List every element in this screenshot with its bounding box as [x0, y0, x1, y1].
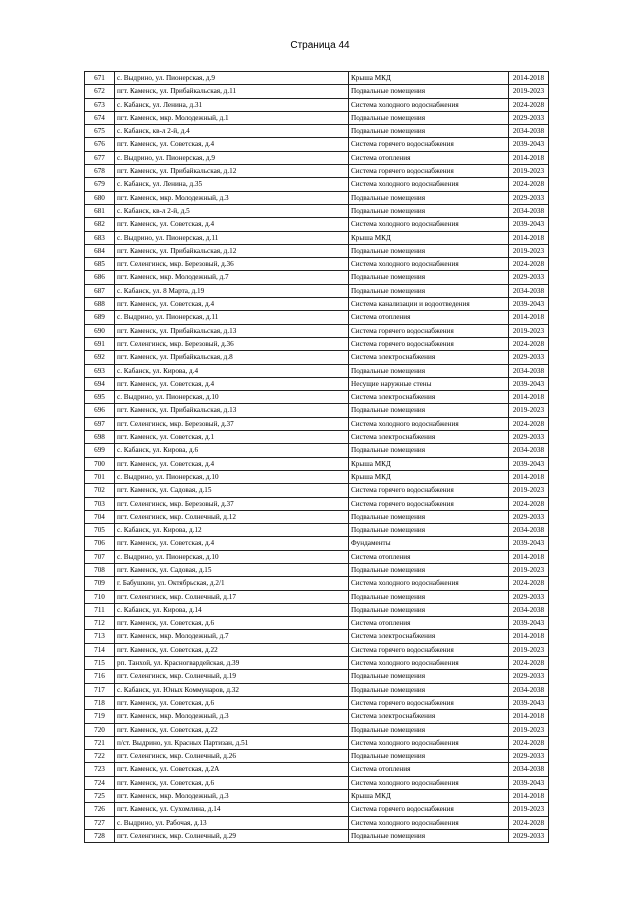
address-cell: пгт. Селенгинск, мкр. Солнечный, д.26	[115, 750, 349, 763]
row-number: 674	[85, 111, 115, 124]
table-row	[85, 510, 549, 523]
row-number: 693	[85, 364, 115, 377]
table-row	[85, 191, 549, 204]
row-number: 718	[85, 696, 115, 709]
address-cell: с. Выдрино, ул. Пионерская, д.11	[115, 231, 349, 244]
address-cell: пгт. Каменск, ул. Советская, д.22	[115, 643, 349, 656]
row-number: 679	[85, 178, 115, 191]
row-number: 727	[85, 816, 115, 829]
period-cell: 2019-2023	[509, 563, 549, 576]
row-number: 719	[85, 710, 115, 723]
period-cell: 2039-2043	[509, 457, 549, 470]
system-cell: Система горячего водоснабжения	[349, 165, 509, 178]
address-cell: пгт. Каменск, ул. Прибайкальская, д.13	[115, 324, 349, 337]
system-cell: Подвальные помещения	[349, 524, 509, 537]
table-row	[85, 603, 549, 616]
row-number: 710	[85, 590, 115, 603]
row-number: 722	[85, 750, 115, 763]
row-number: 696	[85, 404, 115, 417]
row-number: 673	[85, 98, 115, 111]
address-cell: с. Кабанск, ул. 8 Марта, д.19	[115, 284, 349, 297]
period-cell: 2034-2038	[509, 763, 549, 776]
address-cell: пгт. Каменск, ул. Советская, д.6	[115, 696, 349, 709]
system-cell: Система горячего водоснабжения	[349, 138, 509, 151]
row-number: 715	[85, 657, 115, 670]
system-cell: Система отопления	[349, 763, 509, 776]
row-number: 701	[85, 470, 115, 483]
table-row	[85, 776, 549, 789]
row-number: 672	[85, 85, 115, 98]
address-cell: с. Кабанск, кв-л 2-й, д.4	[115, 125, 349, 138]
address-cell: пгт. Селенгинск, мкр. Березовый, д.36	[115, 337, 349, 350]
row-number: 703	[85, 497, 115, 510]
period-cell: 2014-2018	[509, 391, 549, 404]
period-cell: 2014-2018	[509, 550, 549, 563]
system-cell: Подвальные помещения	[349, 670, 509, 683]
period-cell: 2039-2043	[509, 377, 549, 390]
period-cell: 2024-2028	[509, 178, 549, 191]
table-row	[85, 98, 549, 111]
system-cell: Подвальные помещения	[349, 750, 509, 763]
row-number: 721	[85, 736, 115, 749]
system-cell: Система отопления	[349, 311, 509, 324]
table-row	[85, 736, 549, 749]
address-cell: с. Выдрино, ул. Пионерская, д.9	[115, 151, 349, 164]
system-cell: Крыша МКД	[349, 72, 509, 85]
table-row	[85, 111, 549, 124]
row-number: 676	[85, 138, 115, 151]
row-number: 708	[85, 563, 115, 576]
row-number: 704	[85, 510, 115, 523]
row-number: 700	[85, 457, 115, 470]
period-cell: 2024-2028	[509, 258, 549, 271]
table-row	[85, 231, 549, 244]
period-cell: 2034-2038	[509, 444, 549, 457]
row-number: 697	[85, 417, 115, 430]
period-cell: 2019-2023	[509, 643, 549, 656]
period-cell: 2039-2043	[509, 298, 549, 311]
row-number: 707	[85, 550, 115, 563]
table-row	[85, 151, 549, 164]
system-cell: Подвальные помещения	[349, 444, 509, 457]
row-number: 686	[85, 271, 115, 284]
register-table	[84, 71, 549, 843]
table-row	[85, 444, 549, 457]
row-number: 726	[85, 803, 115, 816]
table-row	[85, 710, 549, 723]
address-cell: пгт. Каменск, ул. Прибайкальская, д.13	[115, 404, 349, 417]
period-cell: 2034-2038	[509, 125, 549, 138]
address-cell: пгт. Каменск, ул. Прибайкальская, д.11	[115, 85, 349, 98]
table-row	[85, 324, 549, 337]
row-number: 681	[85, 204, 115, 217]
system-cell: Система холодного водоснабжения	[349, 178, 509, 191]
period-cell: 2024-2028	[509, 577, 549, 590]
table-row	[85, 803, 549, 816]
address-cell: пгт. Каменск, ул. Советская, д.2А	[115, 763, 349, 776]
system-cell: Подвальные помещения	[349, 683, 509, 696]
page-title: Страница 44	[290, 40, 350, 51]
system-cell: Система отопления	[349, 550, 509, 563]
table-row	[85, 816, 549, 829]
system-cell: Подвальные помещения	[349, 204, 509, 217]
system-cell: Подвальные помещения	[349, 125, 509, 138]
period-cell: 2029-2033	[509, 670, 549, 683]
address-cell: пгт. Каменск, ул. Советская, д.6	[115, 617, 349, 630]
period-cell: 2034-2038	[509, 683, 549, 696]
period-cell: 2019-2023	[509, 803, 549, 816]
address-cell: пгт. Каменск, ул. Советская, д.4	[115, 138, 349, 151]
period-cell: 2029-2033	[509, 351, 549, 364]
table-row	[85, 298, 549, 311]
table-row	[85, 72, 549, 85]
address-cell: с. Выдрино, ул. Пионерская, д.9	[115, 72, 349, 85]
system-cell: Подвальные помещения	[349, 563, 509, 576]
address-cell: пгт. Каменск, ул. Советская, д.22	[115, 723, 349, 736]
address-cell: пгт. Селенгинск, мкр. Солнечный, д.17	[115, 590, 349, 603]
period-cell: 2024-2028	[509, 337, 549, 350]
system-cell: Подвальные помещения	[349, 590, 509, 603]
system-cell: Подвальные помещения	[349, 271, 509, 284]
table-row	[85, 364, 549, 377]
period-cell: 2019-2023	[509, 404, 549, 417]
period-cell: 2039-2043	[509, 138, 549, 151]
row-number: 709	[85, 577, 115, 590]
table-row	[85, 670, 549, 683]
system-cell: Система горячего водоснабжения	[349, 337, 509, 350]
system-cell: Система горячего водоснабжения	[349, 696, 509, 709]
address-cell: с. Кабанск, ул. Юных Коммунаров, д.32	[115, 683, 349, 696]
system-cell: Подвальные помещения	[349, 191, 509, 204]
row-number: 711	[85, 603, 115, 616]
address-cell: пгт. Каменск, ул. Садовая, д.15	[115, 563, 349, 576]
table-row	[85, 178, 549, 191]
period-cell: 2029-2033	[509, 431, 549, 444]
row-number: 690	[85, 324, 115, 337]
row-number: 691	[85, 337, 115, 350]
table-row	[85, 484, 549, 497]
period-cell: 2024-2028	[509, 497, 549, 510]
system-cell: Система горячего водоснабжения	[349, 497, 509, 510]
period-cell: 2019-2023	[509, 85, 549, 98]
row-number: 684	[85, 244, 115, 257]
table-row	[85, 204, 549, 217]
address-cell: г. Бабушкин, ул. Октябрьская, д.2/1	[115, 577, 349, 590]
row-number: 712	[85, 617, 115, 630]
row-number: 671	[85, 72, 115, 85]
system-cell: Система горячего водоснабжения	[349, 484, 509, 497]
system-cell: Подвальные помещения	[349, 85, 509, 98]
row-number: 705	[85, 524, 115, 537]
table-row	[85, 244, 549, 257]
table-row	[85, 683, 549, 696]
system-cell: Крыша МКД	[349, 470, 509, 483]
row-number: 699	[85, 444, 115, 457]
row-number: 687	[85, 284, 115, 297]
period-cell: 2019-2023	[509, 723, 549, 736]
table-row	[85, 85, 549, 98]
address-cell: п/ст. Выдрино, ул. Красных Партизан, д.51	[115, 736, 349, 749]
table-row	[85, 617, 549, 630]
row-number: 695	[85, 391, 115, 404]
table-row	[85, 577, 549, 590]
system-cell: Несущие наружные стены	[349, 377, 509, 390]
period-cell: 2014-2018	[509, 151, 549, 164]
address-cell: пгт. Каменск, мкр. Молодежный, д.1	[115, 111, 349, 124]
period-cell: 2024-2028	[509, 736, 549, 749]
period-cell: 2029-2033	[509, 750, 549, 763]
row-number: 717	[85, 683, 115, 696]
table-row	[85, 537, 549, 550]
system-cell: Система холодного водоснабжения	[349, 816, 509, 829]
period-cell: 2039-2043	[509, 218, 549, 231]
address-cell: пгт. Каменск, ул. Советская, д.6	[115, 776, 349, 789]
address-cell: пгт. Каменск, ул. Советская, д.4	[115, 457, 349, 470]
table-row	[85, 790, 549, 803]
system-cell: Система холодного водоснабжения	[349, 736, 509, 749]
address-cell: пгт. Каменск, мкр. Молодежный, д.3	[115, 191, 349, 204]
period-cell: 2014-2018	[509, 311, 549, 324]
period-cell: 2014-2018	[509, 630, 549, 643]
table-row	[85, 351, 549, 364]
address-cell: пгт. Каменск, ул. Советская, д.4	[115, 298, 349, 311]
row-number: 682	[85, 218, 115, 231]
period-cell: 2029-2033	[509, 829, 549, 842]
row-number: 694	[85, 377, 115, 390]
system-cell: Система горячего водоснабжения	[349, 324, 509, 337]
address-cell: пгт. Каменск, ул. Прибайкальская, д.12	[115, 244, 349, 257]
address-cell: пгт. Каменск, мкр. Молодежный, д.3	[115, 710, 349, 723]
table-row	[85, 431, 549, 444]
period-cell: 2039-2043	[509, 537, 549, 550]
system-cell: Система холодного водоснабжения	[349, 776, 509, 789]
row-number: 678	[85, 165, 115, 178]
address-cell: пгт. Селенгинск, мкр. Солнечный, д.19	[115, 670, 349, 683]
period-cell: 2034-2038	[509, 603, 549, 616]
row-number: 724	[85, 776, 115, 789]
row-number: 680	[85, 191, 115, 204]
address-cell: пгт. Селенгинск, мкр. Березовый, д.37	[115, 417, 349, 430]
system-cell: Подвальные помещения	[349, 284, 509, 297]
table-row	[85, 125, 549, 138]
table-row	[85, 630, 549, 643]
address-cell: с. Выдрино, ул. Рабочая, д.13	[115, 816, 349, 829]
row-number: 728	[85, 829, 115, 842]
address-cell: с. Кабанск, кв-л 2-й, д.5	[115, 204, 349, 217]
system-cell: Система холодного водоснабжения	[349, 218, 509, 231]
system-cell: Подвальные помещения	[349, 603, 509, 616]
address-cell: пгт. Каменск, ул. Советская, д.4	[115, 377, 349, 390]
table-row	[85, 391, 549, 404]
row-number: 714	[85, 643, 115, 656]
address-cell: с. Кабанск, ул. Кирова, д.12	[115, 524, 349, 537]
row-number: 688	[85, 298, 115, 311]
address-cell: пгт. Каменск, ул. Садовая, д.15	[115, 484, 349, 497]
row-number: 698	[85, 431, 115, 444]
period-cell: 2019-2023	[509, 324, 549, 337]
period-cell: 2034-2038	[509, 284, 549, 297]
period-cell: 2014-2018	[509, 72, 549, 85]
period-cell: 2024-2028	[509, 657, 549, 670]
system-cell: Система канализации и водоотведения	[349, 298, 509, 311]
system-cell: Система электроснабжения	[349, 391, 509, 404]
address-cell: с. Выдрино, ул. Пионерская, д.10	[115, 470, 349, 483]
address-cell: пгт. Каменск, ул. Советская, д.4	[115, 537, 349, 550]
system-cell: Подвальные помещения	[349, 510, 509, 523]
row-number: 675	[85, 125, 115, 138]
table-row	[85, 470, 549, 483]
row-number: 706	[85, 537, 115, 550]
period-cell: 2039-2043	[509, 617, 549, 630]
row-number: 720	[85, 723, 115, 736]
table-row	[85, 457, 549, 470]
system-cell: Система отопления	[349, 151, 509, 164]
table-row	[85, 657, 549, 670]
period-cell: 2029-2033	[509, 271, 549, 284]
table-row	[85, 563, 549, 576]
table-row	[85, 497, 549, 510]
table-row	[85, 750, 549, 763]
table-row	[85, 763, 549, 776]
table-row	[85, 138, 549, 151]
system-cell: Система электроснабжения	[349, 431, 509, 444]
period-cell: 2029-2033	[509, 191, 549, 204]
address-cell: пгт. Каменск, ул. Советская, д.1	[115, 431, 349, 444]
system-cell: Система электроснабжения	[349, 630, 509, 643]
period-cell: 2019-2023	[509, 165, 549, 178]
table-row	[85, 311, 549, 324]
table-row	[85, 643, 549, 656]
row-number: 683	[85, 231, 115, 244]
system-cell: Подвальные помещения	[349, 723, 509, 736]
system-cell: Крыша МКД	[349, 790, 509, 803]
period-cell: 2034-2038	[509, 524, 549, 537]
table-row	[85, 271, 549, 284]
table-row	[85, 404, 549, 417]
system-cell: Система горячего водоснабжения	[349, 643, 509, 656]
period-cell: 2024-2028	[509, 417, 549, 430]
address-cell: с. Выдрино, ул. Пионерская, д.10	[115, 550, 349, 563]
period-cell: 2014-2018	[509, 790, 549, 803]
table-row	[85, 829, 549, 842]
period-cell: 2014-2018	[509, 231, 549, 244]
system-cell: Система холодного водоснабжения	[349, 98, 509, 111]
table-row	[85, 590, 549, 603]
system-cell: Подвальные помещения	[349, 244, 509, 257]
address-cell: пгт. Каменск, ул. Прибайкальская, д.8	[115, 351, 349, 364]
table-row	[85, 696, 549, 709]
address-cell: с. Выдрино, ул. Пионерская, д.11	[115, 311, 349, 324]
system-cell: Подвальные помещения	[349, 364, 509, 377]
table-row	[85, 417, 549, 430]
address-cell: пгт. Каменск, мкр. Молодежный, д.3	[115, 790, 349, 803]
period-cell: 2039-2043	[509, 696, 549, 709]
table-row	[85, 550, 549, 563]
address-cell: рп. Танхой, ул. Красногвардейская, д.39	[115, 657, 349, 670]
row-number: 692	[85, 351, 115, 364]
system-cell: Крыша МКД	[349, 231, 509, 244]
row-number: 723	[85, 763, 115, 776]
row-number: 716	[85, 670, 115, 683]
period-cell: 2024-2028	[509, 816, 549, 829]
period-cell: 2019-2023	[509, 244, 549, 257]
address-cell: пгт. Селенгинск, мкр. Березовый, д.37	[115, 497, 349, 510]
system-cell: Система холодного водоснабжения	[349, 417, 509, 430]
period-cell: 2029-2033	[509, 111, 549, 124]
period-cell: 2029-2033	[509, 510, 549, 523]
system-cell: Система отопления	[349, 617, 509, 630]
system-cell: Подвальные помещения	[349, 111, 509, 124]
system-cell: Система холодного водоснабжения	[349, 577, 509, 590]
period-cell: 2024-2028	[509, 98, 549, 111]
address-cell: с. Кабанск, ул. Кирова, д.14	[115, 603, 349, 616]
row-number: 725	[85, 790, 115, 803]
address-cell: с. Кабанск, ул. Кирова, д.4	[115, 364, 349, 377]
system-cell: Система холодного водоснабжения	[349, 258, 509, 271]
table-row	[85, 377, 549, 390]
row-number: 677	[85, 151, 115, 164]
table-row	[85, 524, 549, 537]
system-cell: Фундаменты	[349, 537, 509, 550]
table-row	[85, 723, 549, 736]
period-cell: 2039-2043	[509, 776, 549, 789]
system-cell: Крыша МКД	[349, 457, 509, 470]
period-cell: 2014-2018	[509, 710, 549, 723]
address-cell: пгт. Селенгинск, мкр. Березовый, д.36	[115, 258, 349, 271]
period-cell: 2034-2038	[509, 204, 549, 217]
address-cell: с. Выдрино, ул. Пионерская, д.10	[115, 391, 349, 404]
system-cell: Система электроснабжения	[349, 351, 509, 364]
table-row	[85, 165, 549, 178]
row-number: 689	[85, 311, 115, 324]
row-number: 702	[85, 484, 115, 497]
period-cell: 2029-2033	[509, 590, 549, 603]
address-cell: пгт. Каменск, ул. Сухомлина, д.14	[115, 803, 349, 816]
row-number: 685	[85, 258, 115, 271]
system-cell: Система холодного водоснабжения	[349, 657, 509, 670]
system-cell: Система электроснабжения	[349, 710, 509, 723]
table-row	[85, 218, 549, 231]
register-table-body	[85, 72, 549, 843]
address-cell: с. Кабанск, ул. Ленина, д.31	[115, 98, 349, 111]
address-cell: пгт. Каменск, мкр. Молодежный, д.7	[115, 271, 349, 284]
row-number: 713	[85, 630, 115, 643]
address-cell: пгт. Каменск, ул. Советская, д.4	[115, 218, 349, 231]
address-cell: с. Кабанск, ул. Кирова, д.6	[115, 444, 349, 457]
address-cell: пгт. Селенгинск, мкр. Солнечный, д.29	[115, 829, 349, 842]
period-cell: 2014-2018	[509, 470, 549, 483]
table-row	[85, 258, 549, 271]
address-cell: пгт. Селенгинск, мкр. Солнечный, д.12	[115, 510, 349, 523]
address-cell: с. Кабанск, ул. Ленина, д.35	[115, 178, 349, 191]
address-cell: пгт. Каменск, мкр. Молодежный, д.7	[115, 630, 349, 643]
table-row	[85, 337, 549, 350]
table-row	[85, 284, 549, 297]
period-cell: 2034-2038	[509, 364, 549, 377]
system-cell: Подвальные помещения	[349, 829, 509, 842]
address-cell: пгт. Каменск, ул. Прибайкальская, д.12	[115, 165, 349, 178]
system-cell: Система горячего водоснабжения	[349, 803, 509, 816]
system-cell: Подвальные помещения	[349, 404, 509, 417]
period-cell: 2019-2023	[509, 484, 549, 497]
